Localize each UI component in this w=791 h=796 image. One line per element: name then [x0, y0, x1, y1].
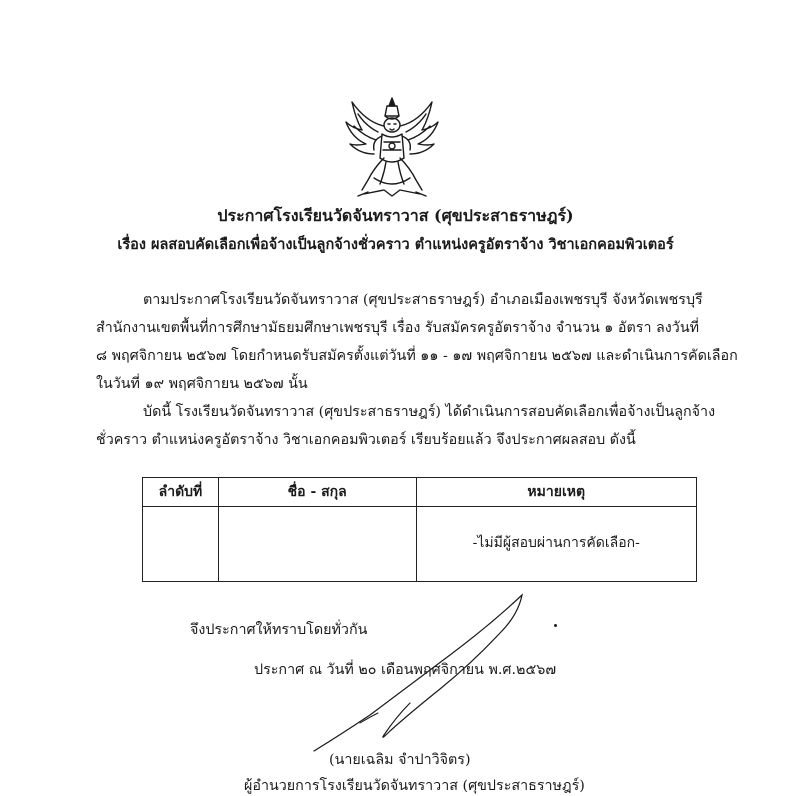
- column-header-order: ลำดับที่: [143, 478, 219, 507]
- announcement-title: ประกาศโรงเรียนวัดจันทราวาส (ศุขประสาธราษฎร์): [217, 206, 574, 225]
- cell-name: [218, 507, 416, 582]
- paragraph-1-line-4: ในวันที่ ๑๙ พฤศจิกายน ๒๕๖๗ นั้น: [96, 376, 308, 392]
- signature-icon: [300, 585, 580, 765]
- paragraph-2-line-1: บัดนี้ โรงเรียนวัดจันทราวาส (ศุขประสาธราษฎร์) ได้ดำเนินการสอบคัดเลือกเพื่อจ้างเป็นลูกจ้าง: [143, 404, 716, 420]
- column-header-remark: หมายเหตุ: [416, 478, 697, 507]
- column-header-name: ชื่อ - สกุล: [218, 478, 416, 507]
- paragraph-1-line-2: สำนักงานเขตพื้นที่การศึกษามัธยมศึกษาเพชรบุรี เรื่อง รับสมัครครูอัตราจ้าง จำนวน ๑ อัตรา ลงวันที่: [96, 320, 700, 336]
- closing-announce: จึงประกาศให้ทราบโดยทั่วกัน: [190, 622, 368, 638]
- results-table: [142, 477, 697, 582]
- cell-remark: -ไม่มีผู้สอบผ่านการคัดเลือก-: [416, 507, 697, 582]
- table-header-row: [143, 478, 697, 507]
- garuda-emblem-icon: [344, 96, 440, 200]
- signer-name: (นายเฉลิม จำปาวิจิตร): [329, 752, 471, 768]
- closing-date: ประกาศ ณ วันที่ ๒๐ เดือนพฤศจิกายน พ.ศ.๒๕๖๗: [254, 662, 557, 678]
- signer-position: ผู้อำนวยการโรงเรียนวัดจันทราวาส (ศุขประสาธราษฎร์): [244, 778, 585, 794]
- ink-dot: [554, 624, 557, 627]
- announcement-subject: เรื่อง ผลสอบคัดเลือกเพื่อจ้างเป็นลูกจ้างชั่วคราว ตำแหน่งครูอัตราจ้าง วิชาเอกคอมพิวเตอร์: [117, 236, 674, 253]
- cell-order: [143, 507, 219, 582]
- paragraph-1-line-1: ตามประกาศโรงเรียนวัดจันทราวาส (ศุขประสาธราษฎร์) อำเภอเมืองเพชรบุรี จังหวัดเพชรบุรี: [143, 292, 703, 308]
- paragraph-1-line-3: ๘ พฤศจิกายน ๒๕๖๗ โดยกำหนดรับสมัครตั้งแต่วันที่ ๑๑ - ๑๗ พฤศจิกายน ๒๕๖๗ และดำเนินการคัดเลือก: [96, 348, 738, 364]
- table-row: [143, 507, 697, 582]
- paragraph-2-line-2: ชั่วคราว ตำแหน่งครูอัตราจ้าง วิชาเอกคอมพิวเตอร์ เรียบร้อยแล้ว จึงประกาศผลสอบ ดังนี้: [96, 432, 636, 448]
